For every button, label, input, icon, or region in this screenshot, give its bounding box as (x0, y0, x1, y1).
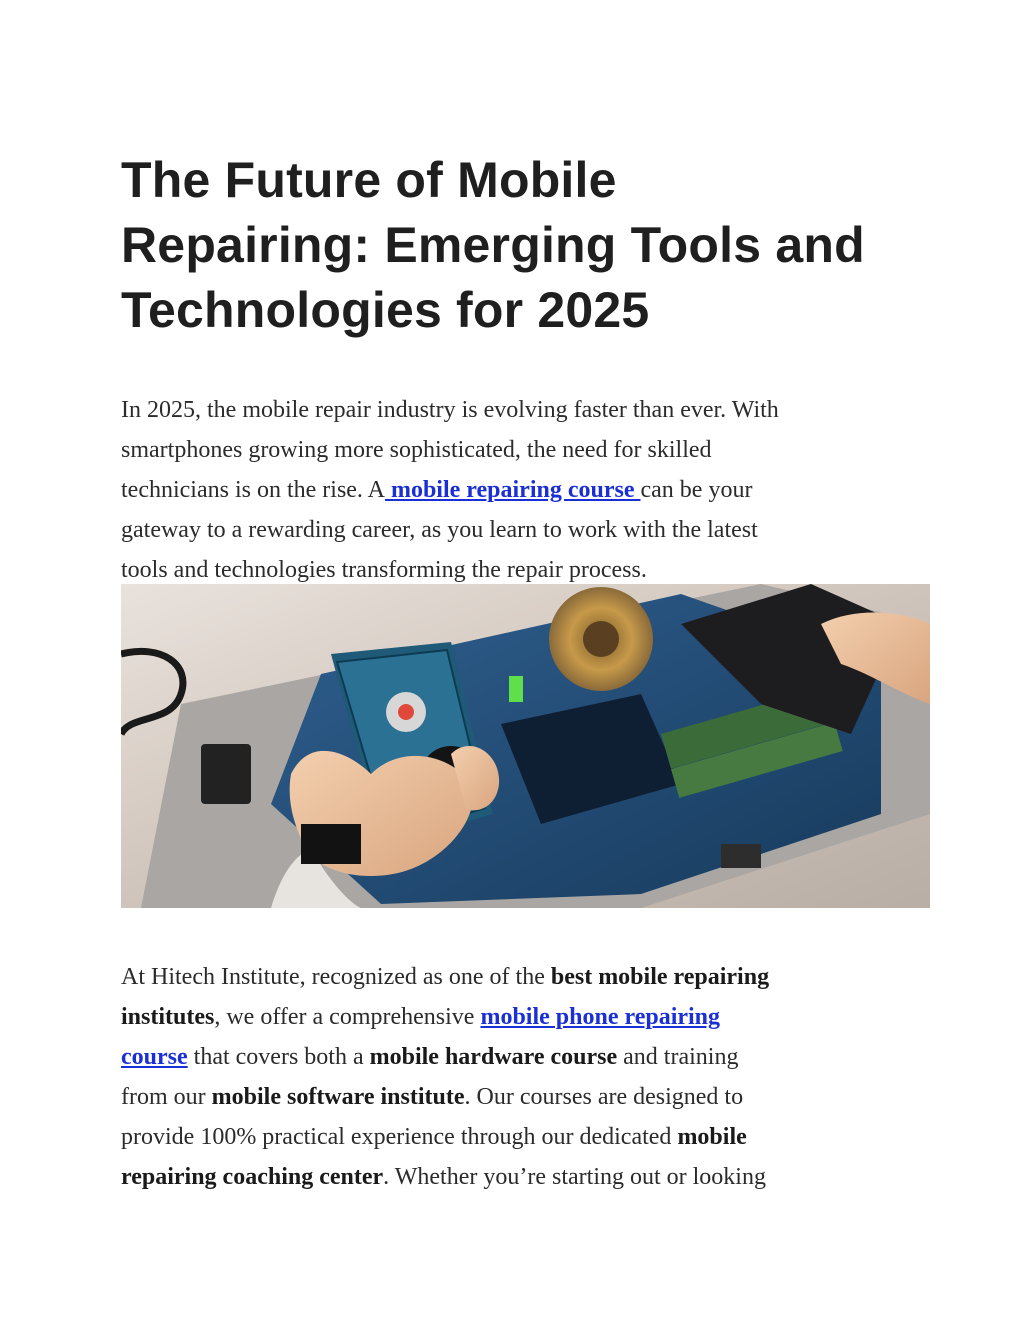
intro-paragraph (121, 390, 901, 590)
bold-text: mobile (677, 1124, 747, 1150)
text-run: At Hitech Institute, recognized as one of the (121, 964, 551, 990)
repair-photo (121, 584, 930, 908)
mobile-phone-repairing-link[interactable]: mobile phone repairing (480, 1004, 721, 1030)
text-line (121, 1037, 901, 1077)
course-link[interactable]: course (121, 1044, 188, 1070)
text-run: . Our courses are designed to (464, 1084, 744, 1110)
text-line: In 2025, the mobile repair industry is evolving faster than ever. With (121, 397, 779, 423)
text-line (121, 1157, 901, 1197)
text-line (121, 997, 901, 1037)
text-line (121, 470, 901, 510)
text-line: tools and technologies transforming the repair process. (121, 557, 647, 583)
text-run: that covers both a (187, 1044, 370, 1070)
bold-text: mobile software institute (211, 1084, 465, 1110)
text-run: provide 100% practical experience through our dedicated (121, 1124, 678, 1150)
bold-text: repairing coaching center (121, 1164, 384, 1190)
text-line (121, 1117, 901, 1157)
page-title (121, 148, 921, 343)
text-line: smartphones growing more sophisticated, the need for skilled (121, 437, 712, 463)
title-line: Technologies for 2025 (121, 282, 650, 338)
bold-text: institutes (121, 1004, 215, 1030)
text-line (121, 1077, 901, 1117)
body-paragraph (121, 957, 901, 1197)
title-line: The Future of Mobile (121, 152, 617, 208)
bold-text: mobile hardware course (369, 1044, 618, 1070)
text-run: from our (121, 1084, 212, 1110)
text-run: technicians is on the rise. A (121, 477, 385, 503)
text-run: and training (617, 1044, 739, 1070)
bold-text: best mobile repairing (550, 964, 770, 990)
title-line: Repairing: Emerging Tools and (121, 217, 865, 273)
text-line (121, 957, 901, 997)
text-run: , we offer a comprehensive (214, 1004, 481, 1030)
mobile-repairing-course-link[interactable]: mobile repairing course (384, 477, 641, 503)
text-run: . Whether you’re starting out or looking (383, 1164, 766, 1190)
text-run: can be your (640, 477, 753, 503)
text-line: gateway to a rewarding career, as you learn to work with the latest (121, 517, 758, 543)
